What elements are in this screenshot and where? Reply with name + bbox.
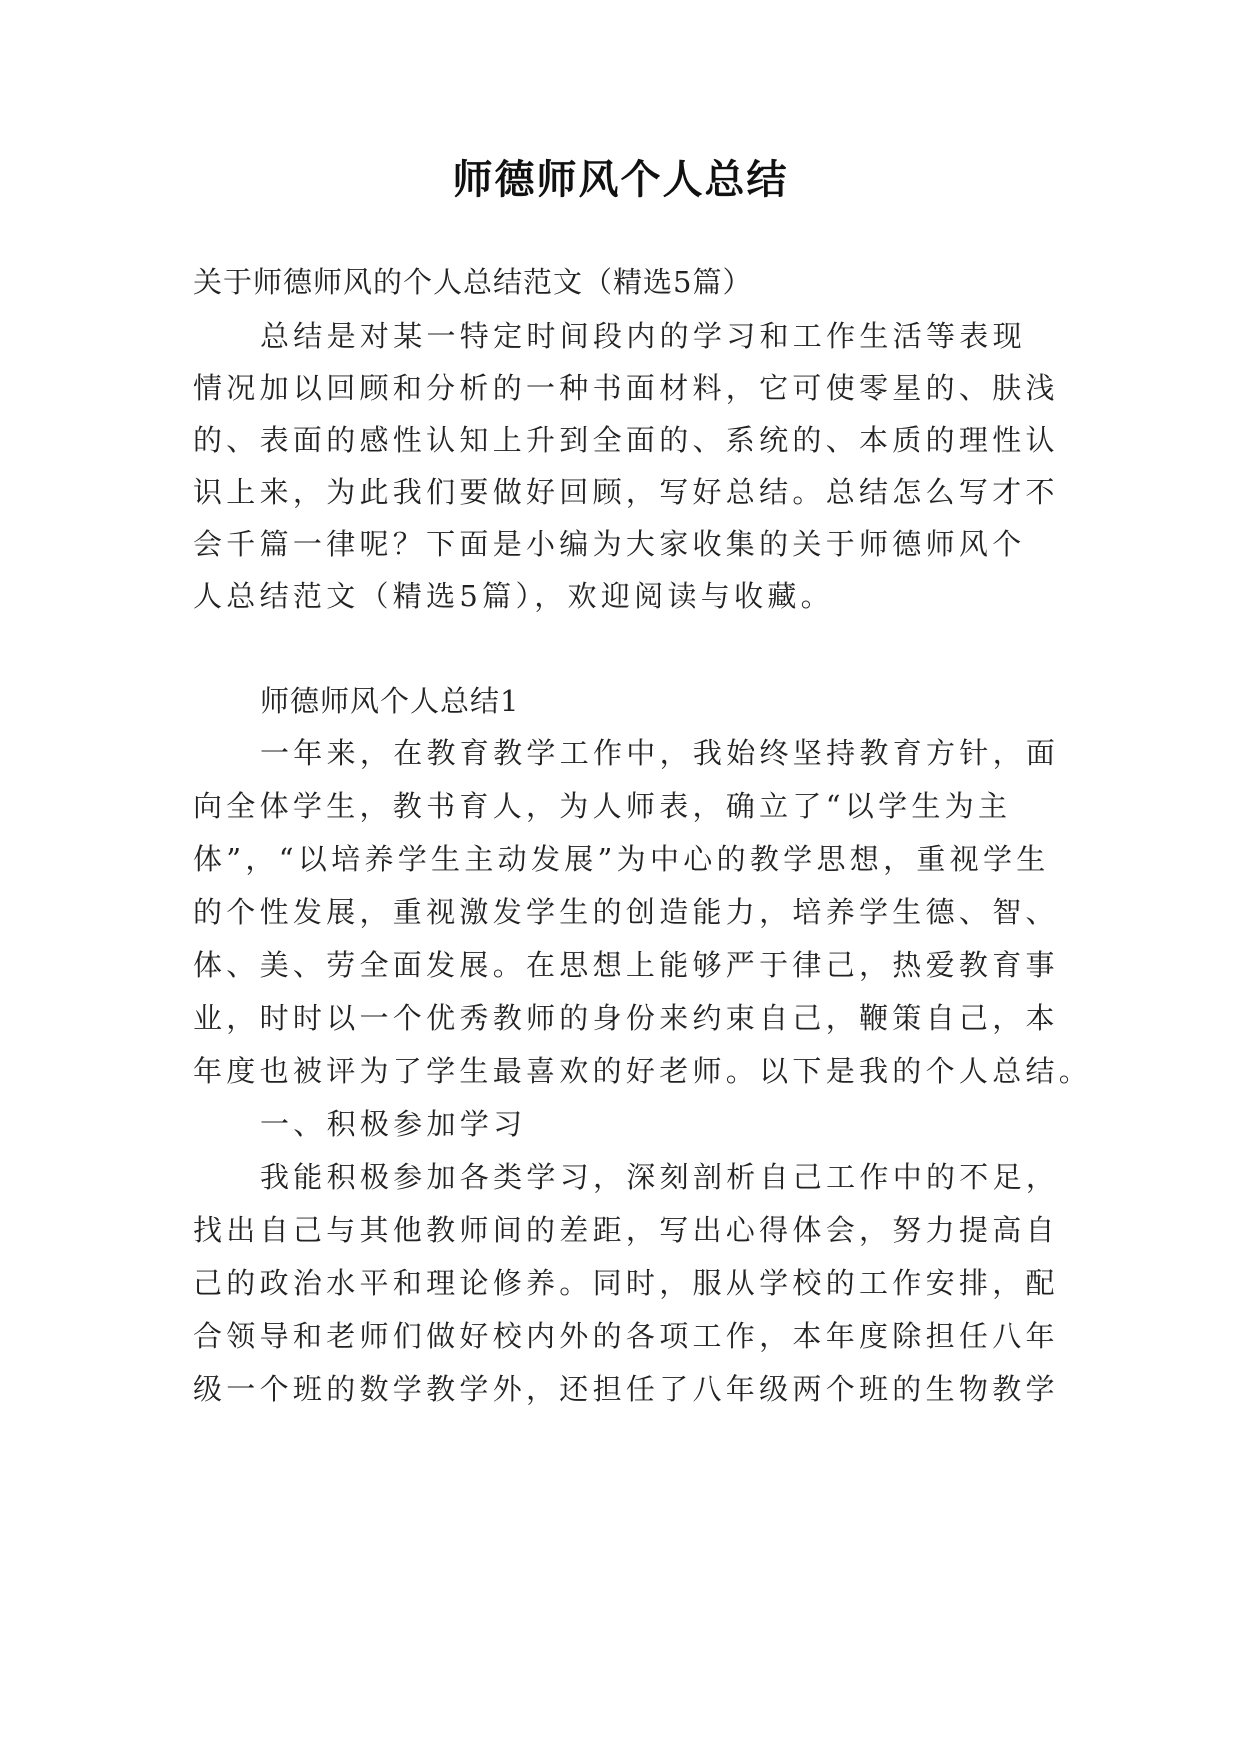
section-line: 业，时时以一个优秀教师的身份来约束自己，鞭策自己，本 <box>193 1001 1059 1035</box>
section-line: 体”，“以培养学生主动发展”为中心的教学思想，重视学生 <box>193 842 1050 876</box>
sub-line: 级一个班的数学教学外，还担任了八年级两个班的生物教学 <box>193 1372 1059 1406</box>
document-subtitle: 关于师德师风的个人总结范文（精选5篇） <box>193 265 753 299</box>
sub-line: 我能积极参加各类学习，深刻剖析自己工作中的不足， <box>260 1160 1060 1194</box>
section-line: 体、美、劳全面发展。在思想上能够严于律己，热爱教育事 <box>193 948 1059 982</box>
subheading: 一、积极参加学习 <box>260 1107 527 1141</box>
sub-line: 找出自己与其他教师间的差距，写出心得体会，努力提高自 <box>193 1213 1059 1247</box>
section-line: 一年来，在教育教学工作中，我始终坚持教育方针，面 <box>260 736 1060 770</box>
intro-line: 的、表面的感性认知上升到全面的、系统的、本质的理性认 <box>193 423 1059 457</box>
intro-line: 情况加以回顾和分析的一种书面材料，它可使零星的、肤浅 <box>193 371 1059 405</box>
sub-line: 己的政治水平和理论修养。同时，服从学校的工作安排，配 <box>193 1266 1059 1300</box>
intro-line: 会千篇一律呢？下面是小编为大家收集的关于师德师风个 <box>193 527 1026 561</box>
document-title: 师德师风个人总结 <box>452 156 789 203</box>
intro-line: 人总结范文（精选5篇），欢迎阅读与收藏。 <box>193 579 834 613</box>
section-line: 的个性发展，重视激发学生的创造能力，培养学生德、智、 <box>193 895 1059 929</box>
section-line: 向全体学生，教书育人，为人师表，确立了“以学生为主 <box>193 789 1012 823</box>
intro-line: 总结是对某一特定时间段内的学习和工作生活等表现 <box>260 319 1026 353</box>
section-heading: 师德师风个人总结1 <box>260 684 520 718</box>
section-line: 年度也被评为了学生最喜欢的好老师。以下是我的个人总结。 <box>193 1054 1093 1088</box>
intro-line: 识上来，为此我们要做好回顾，写好总结。总结怎么写才不 <box>193 475 1059 509</box>
sub-line: 合领导和老师们做好校内外的各项工作，本年度除担任八年 <box>193 1319 1059 1353</box>
